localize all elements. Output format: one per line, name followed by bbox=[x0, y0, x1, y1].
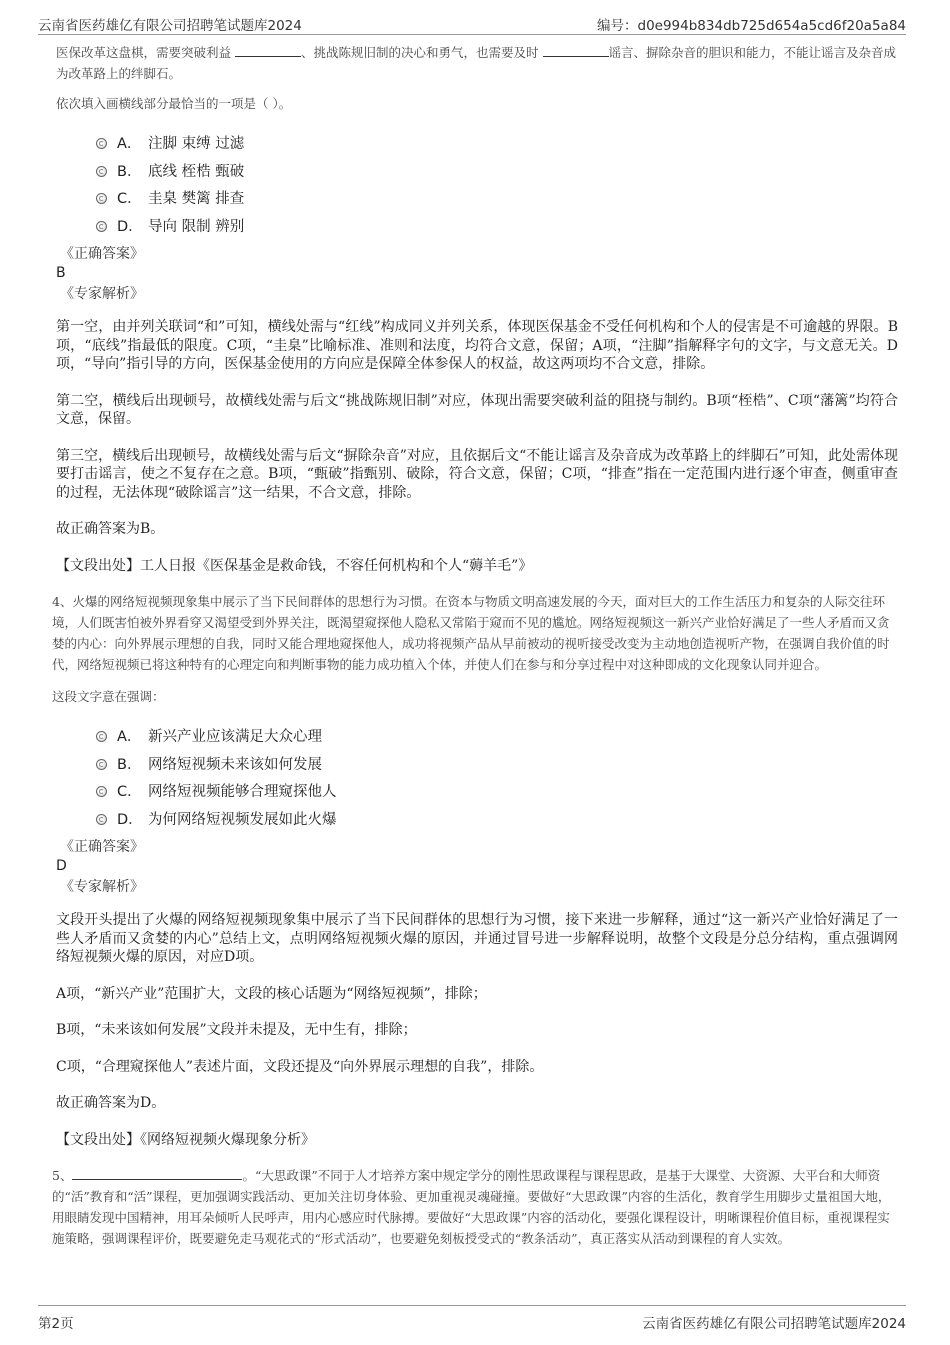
source-citation: 【文段出处】工人日报《医保基金是救命钱，不容任何机构和个人“薅羊毛”》 bbox=[56, 557, 533, 574]
analysis-paragraph: 第二空，横线后出现顿号，故横线处需与后文“挑战陈规旧制”对应，体现出需要突破利益的阻挠与制约。B项“桎梏”、C项“藩篱”均符合文意，保留。 bbox=[56, 392, 898, 427]
answer-label: 《正确答案》 bbox=[60, 246, 144, 262]
answer-label: 《正确答案》 bbox=[60, 839, 144, 855]
page-number: 第2页 bbox=[38, 1316, 74, 1332]
radio-icon[interactable] bbox=[96, 166, 107, 177]
blank-1 bbox=[235, 44, 301, 57]
answer-value: B bbox=[56, 265, 66, 281]
option-d[interactable]: D． 导向 限制 辨别 bbox=[56, 215, 898, 243]
page-footer bbox=[38, 1305, 906, 1330]
question-5-text: 5、 。“大思政课”不同于人才培养方案中规定学分的刚性思政课程与课程思政，是基于大课堂、大资源、大平台和大师资的“活”教育和“活”课程，更加强调实践活动、更加关注切身体验、更加重视灵魂碰撞。要做好“大思政课”内容的生活化，教育学生用脚步丈量祖国大地，用眼睛发现中国精神，用耳朵倾听人民呼声，用内心感应时代脉搏。要做好“大思政课”内容的活动化，要强化课程设计，明晰课程价值目标，重视课程实施策略，强调课程评价，既要避免走马观花式的“形式活动”，也要避免刻板授受式的“教条活动”，真正落实从活动到课程的育人实效。 bbox=[52, 1168, 891, 1246]
question-4-text: 4、火爆的网络短视频现象集中展示了当下民间群体的思想行为习惯。在资本与物质文明高速发展的今天，面对巨大的工作生活压力和复杂的人际交往环境，人们既害怕被外界看穿又渴望受到外界关注，既渴望窥探他人隐私又常陷于窥而不见的尴尬。网络短视频这一新兴产业恰好满足了一些人矛盾而又贪婪的内心：向外界展示理想的自我，同时又能合理地窥探他人，成功将视频产品从早前被动的视听接受改变为主动地创造视听产物，在强调自我价值的时代，网络短视频已将这种特有的心理定向和判断事物的能力成功植入个体，并使人们在参与和分享过程中对这种即成的文化现象认同并迎合。 bbox=[52, 594, 890, 672]
radio-icon[interactable] bbox=[96, 221, 107, 232]
option-c[interactable]: C． 网络短视频能够合理窥探他人 bbox=[56, 780, 898, 808]
option-a[interactable]: A． 注脚 束缚 过滤 bbox=[56, 132, 898, 160]
analysis-conclusion: 故正确答案为D。 bbox=[56, 1095, 166, 1111]
analysis-label: 《专家解析》 bbox=[60, 879, 144, 895]
option-c[interactable]: C． 圭臬 樊篱 排查 bbox=[56, 187, 898, 215]
radio-icon[interactable] bbox=[96, 193, 107, 204]
question-4-prompt: 这段文字意在强调： bbox=[52, 689, 165, 704]
radio-icon[interactable] bbox=[96, 814, 107, 825]
answer-value: D bbox=[56, 858, 67, 874]
radio-icon[interactable] bbox=[96, 786, 107, 797]
analysis-paragraph: A项，“新兴产业”范围扩大，文段的核心话题为“网络短视频”，排除； bbox=[56, 985, 487, 1002]
analysis-conclusion: 故正确答案为B。 bbox=[56, 521, 165, 537]
analysis-paragraph: 第三空，横线后出现顿号，故横线处需与后文“摒除杂音”对应，且依据后文“不能让谣言及杂音成为改革路上的绊脚石”可知，此处需体现要打击谣言，使之不复存在之意。B项，“甄破”指甄别、破除，符合文意，保留；C项，“排查”指在一定范围内进行逐个审查，侧重审查的过程，无法体现“破除谣言”这一结果，不合文意，排除。 bbox=[56, 447, 898, 501]
analysis-paragraph: C项，“合理窥探他人”表述片面，文段还提及“向外界展示理想的自我”，排除。 bbox=[56, 1058, 544, 1075]
page-content bbox=[52, 42, 898, 1249]
radio-icon[interactable] bbox=[96, 759, 107, 770]
header-serial: 编号：d0e994b834db725d654a5cd6f20a5a84 bbox=[597, 18, 906, 34]
analysis-label: 《专家解析》 bbox=[60, 286, 144, 302]
option-b[interactable]: B． 网络短视频未来该如何发展 bbox=[56, 753, 898, 781]
option-b[interactable]: B． 底线 桎梏 甄破 bbox=[56, 160, 898, 188]
analysis-paragraph: B项，“未来该如何发展”文段并未提及，无中生有，排除； bbox=[56, 1022, 417, 1038]
footer-title: 云南省医药雄亿有限公司招聘笔试题库2024 bbox=[642, 1316, 906, 1332]
analysis-paragraph: 第一空，由并列关联词“和”可知，横线处需与“红线”构成同义并列关系，体现医保基金不受任何机构和个人的侵害是不可逾越的界限。B项，“底线”指最低的限度。C项，“圭臬”比喻标准、准则和法度，均符合文意，保留；A项，“注脚”指解释字句的文字，与文意无关。D项，“导向”指引导的方向，医保基金使用的方向应是保障全体参保人的权益，故这两项均不合文意，排除。 bbox=[56, 319, 898, 372]
page-header bbox=[38, 12, 906, 35]
radio-icon[interactable] bbox=[96, 731, 107, 742]
source-citation: 【文段出处】《网络短视频火爆现象分析》 bbox=[56, 1131, 315, 1148]
question-3-prompt: 依次填入画横线部分最恰当的一项是（ ）。 bbox=[56, 96, 292, 111]
analysis-paragraph: 文段开头提出了火爆的网络短视频现象集中展示了当下民间群体的思想行为习惯，接下来进一步解释，通过“这一新兴产业恰好满足了一些人矛盾而又贪婪的内心”总结上文，点明网络短视频火爆的原因，并通过冒号进一步解释说明，故整个文段是分总分结构，重点强调网络短视频火爆的原因，对应D项。 bbox=[56, 912, 898, 965]
question-3-text: 医保改革这盘棋，需要突破利益 、挑战陈规旧制的决心和勇气，也需要及时 谣言、摒除杂音的胆识和能力，不能让谣言及杂音成为改革路上的绊脚石。 bbox=[56, 45, 897, 81]
option-a[interactable]: A． 新兴产业应该满足大众心理 bbox=[56, 725, 898, 753]
blank-1 bbox=[72, 1167, 242, 1180]
blank-2 bbox=[543, 44, 609, 57]
question-3-options bbox=[56, 132, 898, 242]
radio-icon[interactable] bbox=[96, 138, 107, 149]
question-4-options bbox=[56, 725, 898, 835]
option-d[interactable]: D． 为何网络短视频发展如此火爆 bbox=[56, 808, 898, 836]
header-title: 云南省医药雄亿有限公司招聘笔试题库2024 bbox=[38, 18, 302, 34]
